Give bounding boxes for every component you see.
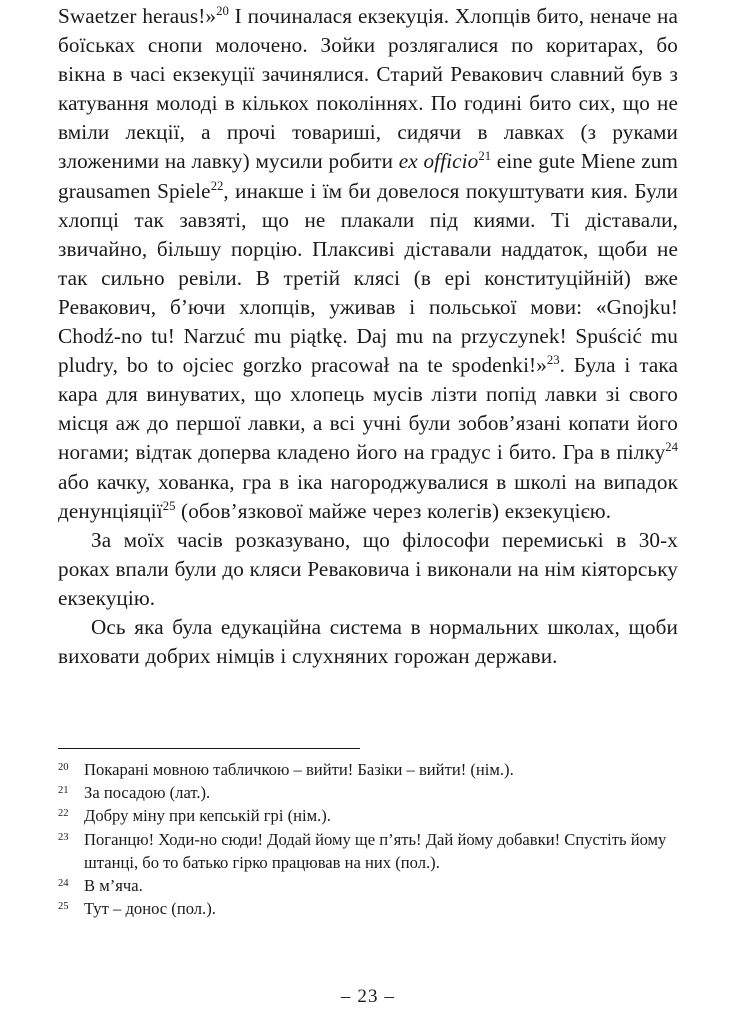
footnote-reference[interactable]: 20 bbox=[216, 3, 229, 18]
footnote-item bbox=[58, 804, 678, 827]
footnote-text: В м’яча. bbox=[84, 876, 143, 896]
paragraph: Swaetzer heraus!»$^{20}$ I починалася екзекуція. Хлопців бито, неначе на боїськах снопи молочено. Зойки розлягалися по коритарах, бо вікна в часі екзекуції зачинялися. Старий Ревакович славний був з катування молоді в кількох поколіннях. По годині бито сих, що не вміли лекції, а прочі товариші, сидячи в лавках (з руками зложеними на лавку) мусили робити ex officio$^{21}$ eine gute Miene zum grausamen Spiele$^{22}$, инакше і їм би довелося покуштувати кия. Були хлопці так завзяті, що не плакали під киями. Ті діставали, звичайно, більшу порцію. Плаксиві діставали наддаток, щоби не так сильно ревіли. В третій клясі (в ері конституційній) вже Ревакович, б’ючи хлопців, уживав і польської мови: «Gnojku! Chodź-no tu! Narzuć mu piątkę. Daj mu na przyczynek! Spuścić mu pludry, bo to ojciec gorzko pracował na te spodenki!»$^{23}$. Була і така кара для винуватих, що хлопець мусів лізти попід лавки зі свого місця аж до першої лавки, а всі учні були зобов’язані копати його ногами; відтак доперва кладено його на градус і бито. Гра в пілку$^{24}$ або качку, хованка, гра в іка нагороджувалися в школі на випадок денунціяції$^{25}$ (обов’язкової майже через колегів) екзекуцією. bbox=[58, 3, 679, 523]
footnote-item bbox=[58, 828, 678, 874]
body-text-block bbox=[58, 2, 678, 671]
footnote-item bbox=[58, 781, 678, 804]
page-number: – 23 – bbox=[340, 986, 396, 1007]
footnote-separator-rule bbox=[58, 748, 360, 749]
footnote-number: 21 bbox=[58, 785, 69, 797]
footnote-number: 22 bbox=[58, 808, 69, 820]
footnote-reference[interactable]: 25 bbox=[162, 498, 176, 513]
footnote-reference[interactable]: 24 bbox=[665, 440, 678, 455]
footnote-text: Покарані мовною табличкою – вийти! Базіки – вийти! (нім.). bbox=[84, 760, 514, 779]
paragraph: За моїх часів розказувано, що філософи перемиські в 30-х роках впали були до кляси Реваковича і виконали на нім кіяторську екзекуцію. bbox=[58, 527, 678, 610]
footnote-list bbox=[58, 758, 678, 920]
footnote-number: 23 bbox=[58, 831, 69, 843]
footnote-text: Поганцю! Ходи-но сюди! Додай йому ще п’ять! Дай йому добавки! Спустіть йому штанці, бо то батько гірко працював на них (пол.). bbox=[84, 829, 667, 872]
footnote-text: Добру міну при кепській грі (нім.). bbox=[84, 806, 331, 826]
footnote-reference[interactable]: 21 bbox=[478, 149, 492, 164]
footnote-item bbox=[58, 874, 678, 897]
italic-phrase: ex officio bbox=[398, 149, 479, 174]
footnote-item bbox=[58, 758, 678, 781]
footnotes-section bbox=[58, 748, 678, 920]
paragraph: Ось яка була едукаційна система в нормальних школах, щоби виховати добрих німців і слухняних горожан держави. bbox=[58, 614, 678, 669]
footnote-item bbox=[58, 897, 678, 920]
footnote-reference[interactable]: 23 bbox=[546, 353, 560, 368]
footnote-number: 24 bbox=[58, 878, 69, 890]
footnote-number: 20 bbox=[58, 762, 69, 773]
footnote-text: За посадою (лат.). bbox=[84, 783, 211, 803]
footnote-text: Тут – донос (пол.). bbox=[84, 899, 216, 919]
footnote-reference[interactable]: 22 bbox=[210, 178, 224, 193]
footnote-number: 25 bbox=[58, 901, 69, 913]
